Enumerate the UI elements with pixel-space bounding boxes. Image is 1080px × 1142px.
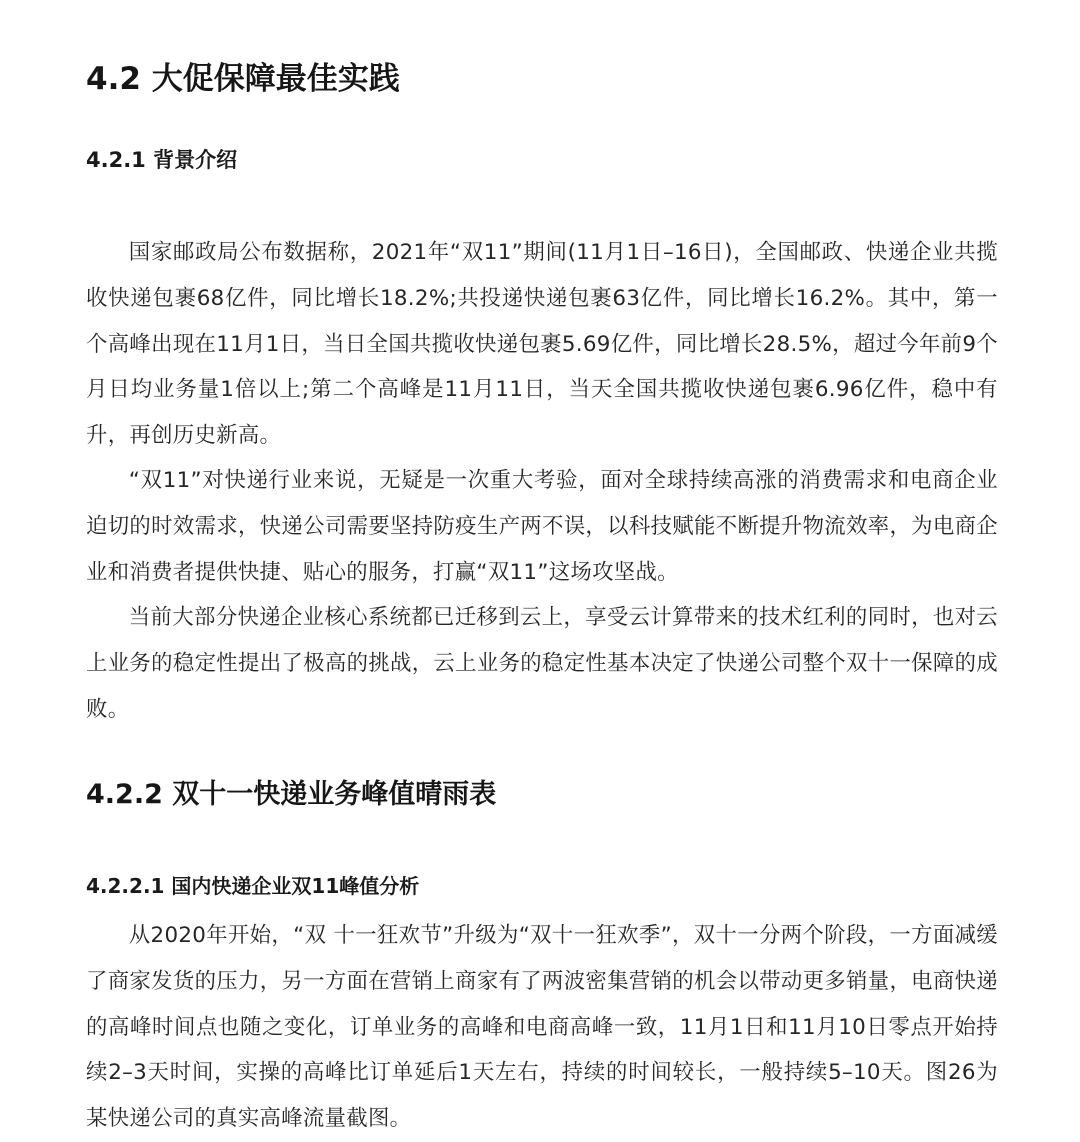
background-paragraph-2: “双11”对快递行业来说，无疑是一次重大考验，面对全球持续高涨的消费需求和电商企业迫切的时效需求，快递公司需要坚持防疫生产两不误，以科技赋能不断提升物流效率，为电商企业和消费者提供快捷、贴心的服务，打赢“双11”这场攻坚战。 <box>86 468 998 585</box>
section-heading: 4.2 大促保障最佳实践 <box>86 61 400 97</box>
peak-subheading: 4.2.2.1 国内快递企业双11峰值分析 <box>86 874 420 898</box>
background-paragraph-1: 国家邮政局公布数据称，2021年“双11”期间(11月1日–16日)，全国邮政、快递企业共揽收快递包裹68亿件，同比增长18.2%;共投递快递包裹63亿件，同比增长16.2%。其中，第一个高峰出现在11月1日，当日全国共揽收快递包裹5.69亿件，同比增长28.5%，超过今年前9个月日均业务量1倍以上;第二个高峰是11月11日，当天全国共揽收快递包裹6.96亿件，稳中有升，再创历史新高。 <box>86 240 998 449</box>
peak-paragraph: 从2020年开始，“双 十一狂欢节”升级为“双十一狂欢季”，双十一分两个阶段，一方面减缓了商家发货的压力，另一方面在营销上商家有了两波密集营销的机会以带动更多销量，电商快递的高峰时间点也随之变化，订单业务的高峰和电商高峰一致，11月1日和11月10日零点开始持续2–3天时间，实操的高峰比订单延后1天左右，持续的时间较长，一般持续5–10天。图26为某快递公司的真实高峰流量截图。 <box>86 923 998 1132</box>
background-heading: 4.2.1 背景介绍 <box>86 148 238 172</box>
peak-heading: 4.2.2 双十一快递业务峰值晴雨表 <box>86 779 497 810</box>
background-paragraph-3: 当前大部分快递企业核心系统都已迁移到云上，享受云计算带来的技术红利的同时，也对云上业务的稳定性提出了极高的挑战，云上业务的稳定性基本决定了快递公司整个双十一保障的成败。 <box>86 605 998 722</box>
